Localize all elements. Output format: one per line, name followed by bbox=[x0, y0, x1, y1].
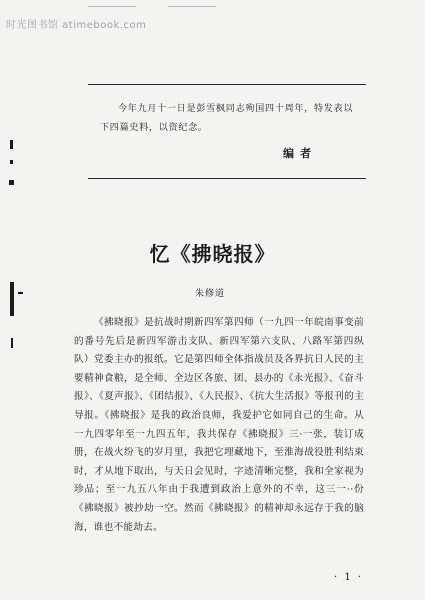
note-divider-rule bbox=[88, 178, 366, 179]
article-title: 忆《拂晓报》 bbox=[149, 242, 276, 266]
watermark: 时光图书馆 atimebook.com bbox=[6, 20, 147, 31]
editor-signature: 编者 bbox=[283, 147, 317, 160]
header-rule bbox=[88, 84, 366, 85]
top-rule bbox=[88, 6, 136, 7]
page-number: · 1 · bbox=[334, 572, 364, 583]
binding-mark bbox=[10, 160, 13, 164]
article-body: 《拂晓报》是抗战时期新四军第四师（一九四一年皖南事变前的番号先后是新四军游击支队、新四军第六支队、八路军第四纵队）党委主办的报纸。它是第四师全体指战员及各界抗日人民的主要精神食粮，是全师、全边区各旅、团、县办的《永光报》、《奋斗报》、《夏声报》、《团结报》、《人民报》、《抗大生活报》等报刊的主导报。《拂晓报》是我的政治良师，我爱护它如同自己的生命。从一九四零年至一九四五年，我共保存《拂晓报》三·一张，装订成册，在战火纷飞的岁月里，我把它埋藏地下，至淮海战役胜利结束时，才从地下取出，与天日会见时，字迹清晰完整，我和全家视为珍品；至一九五八年由于我遭到政治上意外的不幸，这三一··份《拂晓报》被抄劫一空。然而《拂晓报》的精神却永远存于我的脑海，谁也不能劫去。 bbox=[74, 317, 364, 533]
article-author: 朱修道 bbox=[195, 289, 226, 299]
binding-mark bbox=[11, 338, 13, 348]
binding-mark bbox=[9, 180, 14, 185]
binding-mark bbox=[10, 282, 14, 316]
editor-note: 今年九月十一日是彭雪枫同志殉国四十周年，特发表以下四篇史料，以资纪念。 bbox=[100, 104, 354, 133]
top-rule bbox=[168, 6, 216, 7]
binding-mark bbox=[18, 292, 23, 294]
binding-mark bbox=[10, 140, 13, 149]
